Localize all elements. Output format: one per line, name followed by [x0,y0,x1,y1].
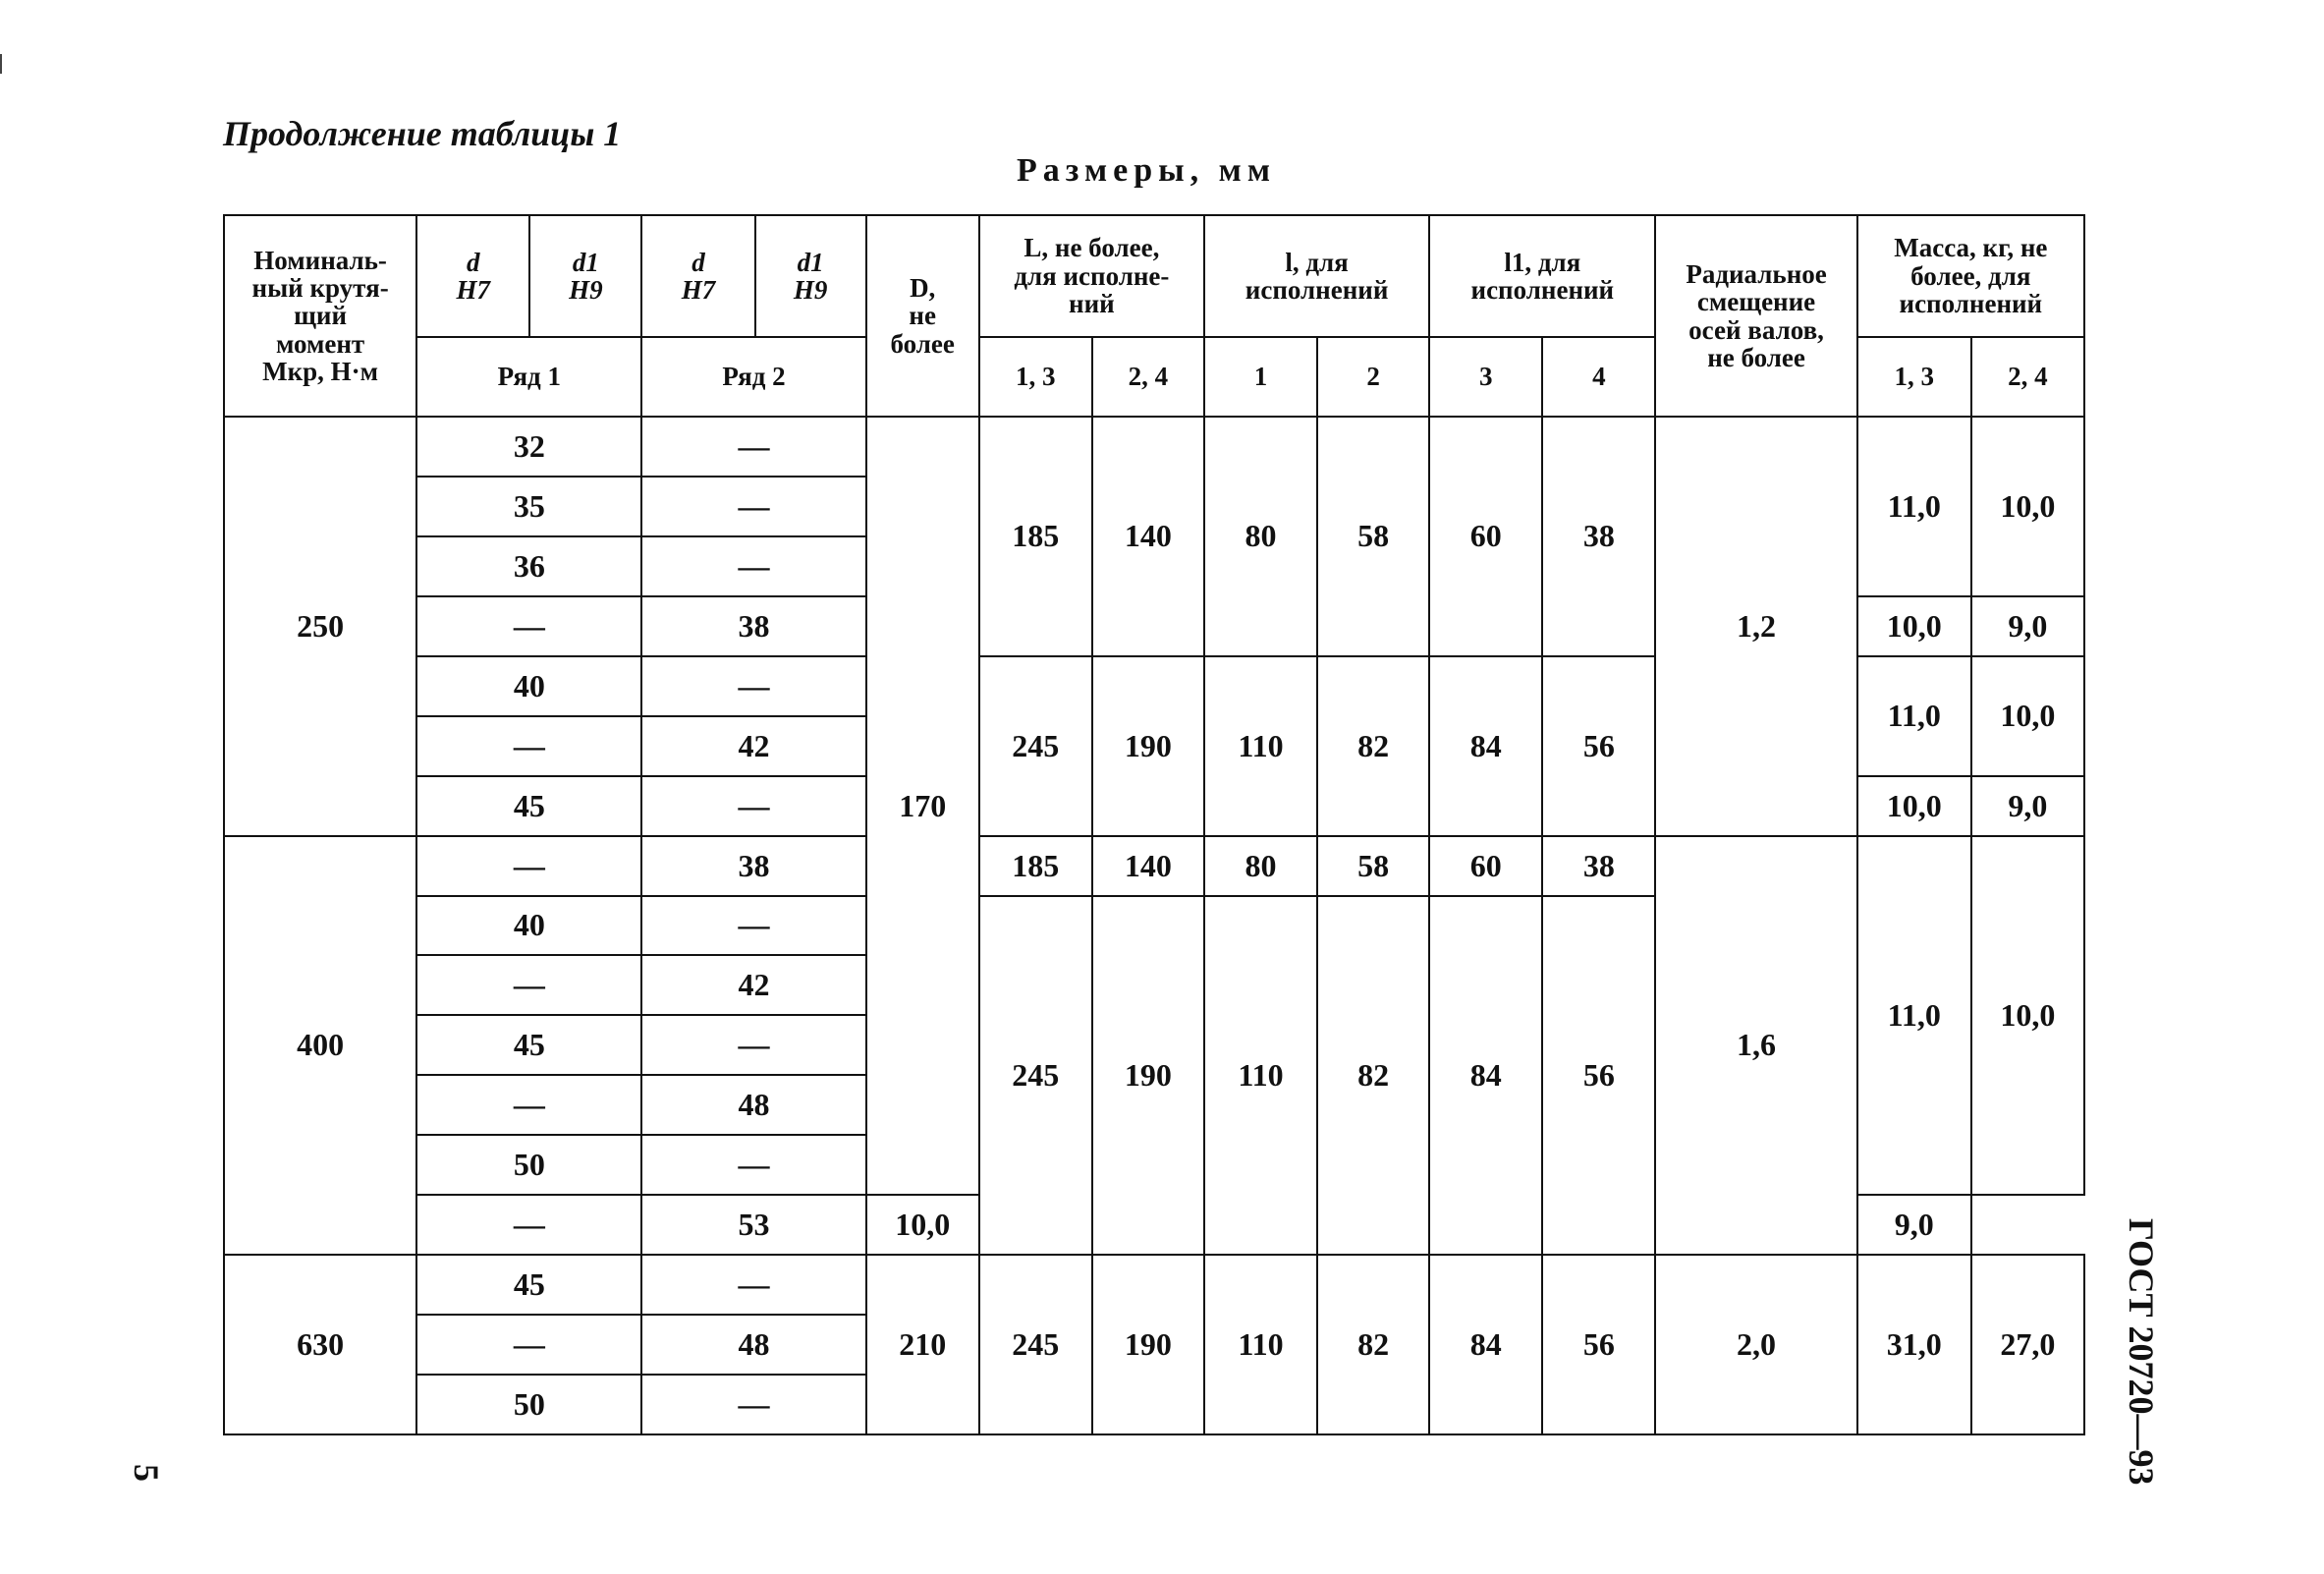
header-mass: Масса, кг, не более, для исполнений [1857,215,2084,337]
series2-cell: — [641,1135,865,1195]
series1-cell: 40 [416,656,641,716]
radial-offset-cell: 1,6 [1655,836,1856,1255]
table-row [224,417,2084,477]
page-number: 5 [127,1464,166,1482]
series1-cell: 50 [416,1375,641,1434]
header-d1-row2: d1 H9 [755,215,866,337]
series1-cell: — [416,716,641,776]
mass24-cell: 9,0 [1857,1195,1971,1255]
series1-cell: — [416,955,641,1015]
series1-cell: 35 [416,477,641,536]
header-d-row2: d H7 [641,215,754,337]
header-d1-row1: d1 H9 [529,215,641,337]
L24-cell: 140 [1092,417,1204,656]
l1-exec4-cell: 56 [1542,896,1655,1256]
header-l-exec-2: 2 [1317,337,1429,417]
header-l1-exec-3: 3 [1429,337,1542,417]
series1-cell: — [416,836,641,896]
series2-cell: — [641,1255,865,1315]
D-cell: 210 [866,1255,979,1434]
table-row [224,1255,2084,1315]
series2-cell: 42 [641,716,865,776]
l-exec2-cell: 82 [1317,896,1429,1256]
l1-exec4-cell: 56 [1542,1255,1655,1434]
header-l-exec-1: 1 [1204,337,1317,417]
l1-exec3-cell: 84 [1429,896,1542,1256]
units-heading: Размеры, мм [1017,152,1276,189]
mass24-cell: 27,0 [1971,1255,2084,1434]
l1-exec4-cell: 38 [1542,836,1655,896]
L13-cell: 245 [979,896,1092,1256]
header-L-exec-24: 2, 4 [1092,337,1204,417]
torque-cell: 250 [224,417,416,835]
mass13-cell: 10,0 [1857,776,1971,836]
L13-cell: 245 [979,656,1092,836]
l1-exec4-cell: 56 [1542,656,1655,836]
header-torque: Номиналь- ный крутя- щий момент Мкр, Н·м [224,215,416,417]
header-series-1: Ряд 1 [416,337,641,417]
series2-cell: — [641,656,865,716]
l-exec1-cell: 110 [1204,896,1317,1256]
mass13-cell: 11,0 [1857,656,1971,776]
l-exec2-cell: 58 [1317,836,1429,896]
header-series-2: Ряд 2 [641,337,865,417]
l-exec1-cell: 110 [1204,656,1317,836]
mass13-cell: 10,0 [1857,596,1971,656]
series2-cell: — [641,477,865,536]
l1-exec3-cell: 84 [1429,656,1542,836]
l1-exec4-cell: 38 [1542,417,1655,656]
torque-cell: 630 [224,1255,416,1434]
series1-cell: 45 [416,1015,641,1075]
table-continuation-caption: Продолжение таблицы 1 [223,114,622,153]
series2-cell: 42 [641,955,865,1015]
header-row-1 [224,215,2084,337]
header-l: l, для исполнений [1204,215,1429,337]
L13-cell: 245 [979,1255,1092,1434]
header-D: D, не более [866,215,979,417]
series2-cell: — [641,417,865,477]
mass13-cell: 11,0 [1857,836,1971,1196]
radial-offset-cell: 2,0 [1655,1255,1856,1434]
series2-cell: — [641,1375,865,1434]
l-exec2-cell: 58 [1317,417,1429,656]
table-row [224,836,2084,896]
series1-cell: 45 [416,1255,641,1315]
mass13-cell: 31,0 [1857,1255,1971,1434]
series2-cell: 48 [641,1315,865,1375]
l-exec1-cell: 110 [1204,1255,1317,1434]
series1-cell: 36 [416,536,641,596]
series2-cell: 38 [641,836,865,896]
series1-cell: — [416,1075,641,1135]
series2-cell: — [641,776,865,836]
standard-designation: ГОСТ 20720—93 [2122,1218,2161,1486]
L13-cell: 185 [979,417,1092,656]
l1-exec3-cell: 84 [1429,1255,1542,1434]
mass13-cell: 10,0 [866,1195,979,1255]
l1-exec3-cell: 60 [1429,836,1542,896]
header-l1-exec-4: 4 [1542,337,1655,417]
radial-offset-cell: 1,2 [1655,417,1856,835]
mass24-cell: 10,0 [1971,417,2084,596]
scan-edge-mark [0,54,2,74]
series2-cell: 38 [641,596,865,656]
series2-cell: 53 [641,1195,865,1255]
series2-cell: — [641,1015,865,1075]
mass24-cell: 9,0 [1971,596,2084,656]
l-exec1-cell: 80 [1204,417,1317,656]
header-l1: l1, для исполнений [1429,215,1655,337]
L24-cell: 140 [1092,836,1204,896]
l-exec2-cell: 82 [1317,656,1429,836]
mass24-cell: 10,0 [1971,836,2084,1196]
L24-cell: 190 [1092,656,1204,836]
series2-cell: — [641,896,865,956]
header-L-exec-13: 1, 3 [979,337,1092,417]
L13-cell: 185 [979,836,1092,896]
l1-exec3-cell: 60 [1429,417,1542,656]
coupling-dimensions-table [223,214,2085,1435]
series1-cell: — [416,1315,641,1375]
header-radial-offset: Радиальное смещение осей валов, не более [1655,215,1856,417]
header-mass-exec-13: 1, 3 [1857,337,1971,417]
D-cell: 170 [866,417,979,1195]
mass24-cell: 10,0 [1971,656,2084,776]
series1-cell: — [416,596,641,656]
header-d-row1: d H7 [416,215,529,337]
series2-cell: 48 [641,1075,865,1135]
L24-cell: 190 [1092,1255,1204,1434]
L24-cell: 190 [1092,896,1204,1256]
torque-cell: 400 [224,836,416,1255]
series1-cell: 40 [416,896,641,956]
series2-cell: — [641,536,865,596]
l-exec1-cell: 80 [1204,836,1317,896]
header-L: L, не более, для исполне- ний [979,215,1204,337]
series1-cell: 32 [416,417,641,477]
series1-cell: 50 [416,1135,641,1195]
series1-cell: 45 [416,776,641,836]
mass13-cell: 11,0 [1857,417,1971,596]
header-mass-exec-24: 2, 4 [1971,337,2084,417]
mass24-cell: 9,0 [1971,776,2084,836]
series1-cell: — [416,1195,641,1255]
l-exec2-cell: 82 [1317,1255,1429,1434]
